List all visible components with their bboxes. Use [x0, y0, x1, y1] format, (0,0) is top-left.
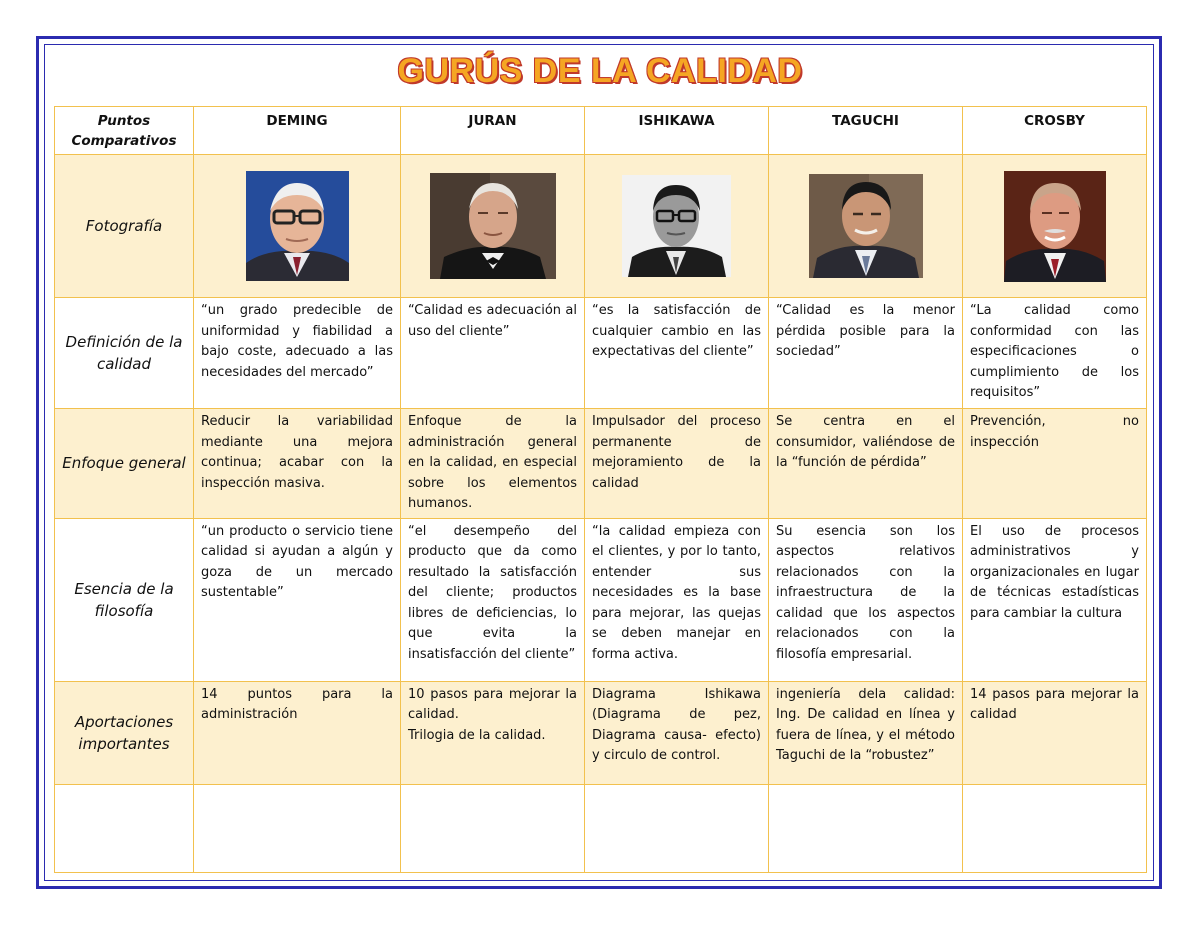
- cell-enfoque-ishikawa: Impulsador del proceso permanente de mejoramiento de la calidad: [585, 409, 769, 519]
- header-taguchi: TAGUCHI: [769, 107, 963, 155]
- juran-aportacion-2: Trilogia de la calidad.: [408, 727, 546, 743]
- empty-cell: [585, 784, 769, 872]
- empty-cell: [963, 784, 1147, 872]
- header-row: [55, 107, 1147, 155]
- row-label-photo: Fotografía: [55, 155, 194, 298]
- cell-definicion-deming: “un grado predecible de uniformidad y fiabilidad a bajo coste, adecuado a las necesidades del mercado”: [194, 298, 401, 409]
- header-crosby: CROSBY: [963, 107, 1147, 155]
- cell-enfoque-deming: Reducir la variabilidad mediante una mejora continua; acabar con la inspección masiva.: [194, 409, 401, 519]
- cell-aportaciones-ishikawa: Diagrama Ishikawa (Diagrama de pez, Diagrama causa- efecto) y circulo de control.: [585, 681, 769, 784]
- empty-cell: [55, 784, 194, 872]
- cell-esencia-taguchi: Su esencia son los aspectos relativos relacionados con la infraestructura de la calidad que los aspectos relacionados con la filosofía empresarial.: [769, 518, 963, 681]
- cell-esencia-deming: “un producto o servicio tiene calidad si ayudan a algún y goza de un mercado sustentable”: [194, 518, 401, 681]
- empty-cell: [194, 784, 401, 872]
- cell-definicion-ishikawa: “es la satisfacción de cualquier cambio en las expectativas del cliente”: [585, 298, 769, 409]
- header-juran: JURAN: [401, 107, 585, 155]
- cell-esencia-ishikawa: “la calidad empieza con el clientes, y por lo tanto, entender sus necesidades es la base para mejorar, las quejas se deben manejar en forma activa.: [585, 518, 769, 681]
- comparison-table: [54, 106, 1147, 873]
- cell-definicion-taguchi: “Calidad es la menor pérdida posible para la sociedad”: [769, 298, 963, 409]
- header-ishikawa: ISHIKAWA: [585, 107, 769, 155]
- deming-photo: [246, 171, 349, 281]
- cell-aportaciones-crosby: 14 pasos para mejorar la calidad: [963, 681, 1147, 784]
- row-label-esencia: Esencia de la filosofía: [55, 518, 194, 681]
- photo-cell-ishikawa: [585, 155, 769, 298]
- cell-definicion-juran: “Calidad es adecuación al uso del cliente”: [401, 298, 585, 409]
- photo-row: [55, 155, 1147, 298]
- empty-cell: [769, 784, 963, 872]
- empty-cell: [401, 784, 585, 872]
- corner-header: Puntos Comparativos: [55, 107, 194, 155]
- row-empty: [55, 784, 1147, 872]
- cell-esencia-juran: “el desempeño del producto que da como resultado la satisfacción del cliente; productos libres de deficiencias, lo que evita la insatisfacción del cliente”: [401, 518, 585, 681]
- cell-aportaciones-taguchi: ingeniería dela calidad: Ing. De calidad en línea y fuera de línea, y el método Taguchi de la “robustez”: [769, 681, 963, 784]
- page-title: GURÚS DE LA CALIDAD: [397, 52, 803, 90]
- cell-enfoque-crosby: Prevención, no inspección: [963, 409, 1147, 519]
- cell-enfoque-juran: Enfoque de la administración general en la calidad, en especial sobre los elementos humanos.: [401, 409, 585, 519]
- header-deming: DEMING: [194, 107, 401, 155]
- row-enfoque: [55, 409, 1147, 519]
- cell-aportaciones-juran: [401, 681, 585, 784]
- juran-photo: [430, 173, 556, 279]
- photo-cell-deming: [194, 155, 401, 298]
- crosby-photo: [1004, 171, 1106, 282]
- cell-enfoque-taguchi: Se centra en el consumidor, valiéndose de la “función de pérdida”: [769, 409, 963, 519]
- row-label-enfoque: Enfoque general: [55, 409, 194, 519]
- row-label-definicion: Definición de la calidad: [55, 298, 194, 409]
- taguchi-photo: [809, 174, 923, 278]
- row-definicion: [55, 298, 1147, 409]
- row-esencia: [55, 518, 1147, 681]
- juran-aportacion-1: 10 pasos para mejorar la calidad.: [408, 686, 577, 722]
- ishikawa-photo: [622, 175, 731, 277]
- photo-cell-crosby: [963, 155, 1147, 298]
- row-aportaciones: [55, 681, 1147, 784]
- photo-cell-juran: [401, 155, 585, 298]
- row-label-aportaciones: Aportaciones importantes: [55, 681, 194, 784]
- photo-cell-taguchi: [769, 155, 963, 298]
- cell-aportaciones-deming: 14 puntos para la administración: [194, 681, 401, 784]
- cell-definicion-crosby: “La calidad como conformidad con las especificaciones o cumplimiento de los requisitos”: [963, 298, 1147, 409]
- cell-esencia-crosby: El uso de procesos administrativos y organizacionales en lugar de técnicas estadísticas para cambiar la cultura: [963, 518, 1147, 681]
